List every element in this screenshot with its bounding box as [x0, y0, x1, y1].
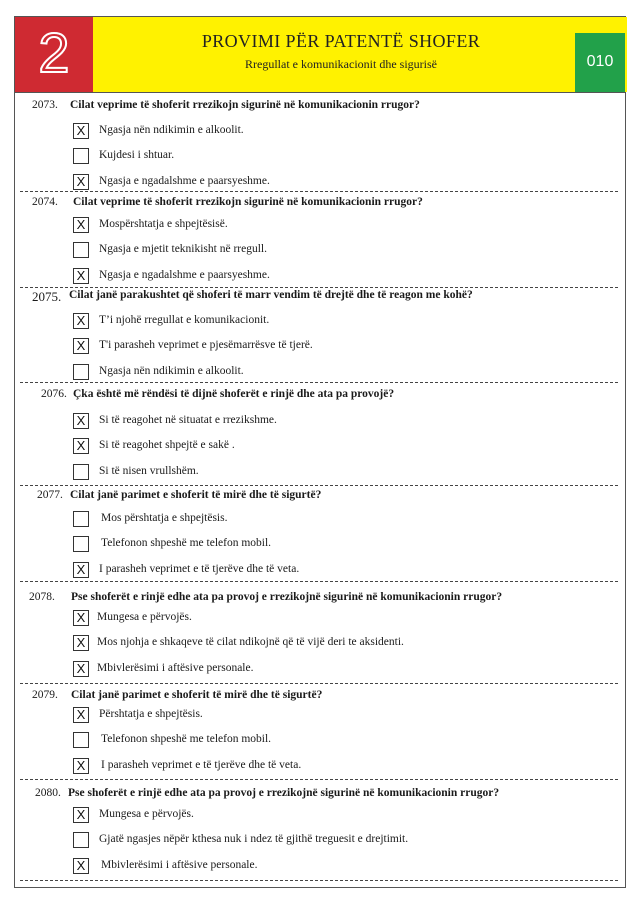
- answer-checkbox[interactable]: X: [73, 438, 89, 454]
- answer-text: Ngasja e ngadalshme e paarsyeshme.: [99, 269, 270, 281]
- question-text: Cilat janë parimet e shoferit të mirë dhe të sigurtë?: [71, 689, 323, 701]
- answer-text: Mos përshtatja e shpejtësis.: [101, 512, 228, 524]
- answer-option[interactable]: [73, 148, 613, 166]
- answer-text: I parasheh veprimet e të tjerëve dhe të veta.: [99, 563, 300, 575]
- title-band: [93, 17, 627, 92]
- category-box: [15, 17, 93, 92]
- question-header: [15, 689, 625, 707]
- page-subtitle: Rregullat e komunikacionit dhe sigurisë: [245, 57, 437, 71]
- answer-text: Mospërshtatja e shpejtësisë.: [99, 218, 228, 230]
- question-number: 2079.: [32, 689, 58, 701]
- question-header: [15, 196, 625, 214]
- answer-checkbox[interactable]: [73, 732, 89, 748]
- answer-checkbox[interactable]: X: [73, 610, 89, 626]
- answer-checkbox[interactable]: [73, 832, 89, 848]
- question-number: 2080.: [35, 787, 61, 799]
- answer-text: Si të nisen vrullshëm.: [99, 465, 199, 477]
- answer-option[interactable]: [73, 661, 613, 679]
- answer-checkbox[interactable]: [73, 464, 89, 480]
- answer-text: Kujdesi i shtuar.: [99, 149, 175, 161]
- answer-checkbox[interactable]: X: [73, 758, 89, 774]
- question-header: [15, 99, 625, 117]
- answer-option[interactable]: [73, 732, 613, 750]
- answer-checkbox[interactable]: X: [73, 562, 89, 578]
- question-header: [15, 489, 625, 507]
- answer-option[interactable]: [73, 242, 613, 260]
- answer-text: Ngasja nën ndikimin e alkoolit.: [99, 365, 244, 377]
- answer-option[interactable]: [73, 758, 613, 776]
- question-number: 2077.: [37, 489, 63, 501]
- answer-option[interactable]: [73, 858, 613, 876]
- answer-text: Përshtatja e shpejtësis.: [99, 708, 203, 720]
- answer-text: Si të reagohet në situatat e rrezikshme.: [99, 414, 277, 426]
- answer-text: Ngasja e ngadalshme e paarsyeshme.: [99, 175, 270, 187]
- answer-option[interactable]: [73, 511, 613, 529]
- answer-text: Ngasja e mjetit teknikisht në rregull.: [99, 243, 267, 255]
- page-code-box: [575, 33, 625, 92]
- answer-checkbox[interactable]: X: [73, 313, 89, 329]
- question-text: Pse shoferët e rinjë edhe ata pa provoj e rrezikojnë sigurinë në komunikacionin rrugor?: [68, 787, 500, 799]
- page-header: [15, 17, 625, 93]
- question-text: Cilat veprime të shoferit rrezikojn sigurinë në komunikacionin rrugor?: [73, 196, 423, 208]
- answer-text: T’i njohë rregullat e komunikacionit.: [99, 314, 270, 326]
- answer-checkbox[interactable]: [73, 536, 89, 552]
- answer-text: Mungesa e përvojës.: [97, 611, 192, 623]
- category-number: 2: [38, 21, 70, 84]
- page-title: PROVIMI PËR PATENTË SHOFER: [201, 31, 481, 51]
- answer-text: Mbivlerësimi i aftësive personale.: [97, 662, 254, 674]
- answer-text: Mungesa e përvojës.: [99, 808, 194, 820]
- question-header: [15, 787, 625, 805]
- answer-option[interactable]: [73, 635, 613, 653]
- answer-text: Telefonon shpeshë me telefon mobil.: [101, 537, 272, 549]
- answer-checkbox[interactable]: X: [73, 413, 89, 429]
- answer-checkbox[interactable]: X: [73, 174, 89, 190]
- answer-checkbox[interactable]: X: [73, 707, 89, 723]
- answer-text: Mbivlerësimi i aftësive personale.: [101, 859, 258, 871]
- answer-text: I parasheh veprimet e të tjerëve dhe të veta.: [101, 759, 302, 771]
- answer-text: Si të reagohet shpejtë e sakë .: [99, 439, 235, 451]
- section-divider: [20, 287, 618, 288]
- answer-checkbox[interactable]: X: [73, 858, 89, 874]
- answer-checkbox[interactable]: X: [73, 807, 89, 823]
- answer-option[interactable]: [73, 364, 613, 382]
- answer-checkbox[interactable]: X: [73, 123, 89, 139]
- answer-option[interactable]: [73, 562, 613, 580]
- answer-option[interactable]: [73, 438, 613, 456]
- answer-checkbox[interactable]: [73, 511, 89, 527]
- section-divider: [20, 382, 618, 383]
- answer-option[interactable]: [73, 536, 613, 554]
- answer-option[interactable]: [73, 413, 613, 431]
- question-header: [15, 388, 625, 406]
- question-number: 2076.: [41, 388, 67, 400]
- answer-option[interactable]: [73, 807, 613, 825]
- answer-checkbox[interactable]: X: [73, 661, 89, 677]
- page-code: 010: [586, 53, 614, 70]
- answer-option[interactable]: [73, 217, 613, 235]
- question-text: Cilat janë parakushtet që shoferi të marr vendim të drejtë dhe të reagon me kohë?: [69, 289, 473, 301]
- answer-option[interactable]: [73, 123, 613, 141]
- section-divider: [20, 779, 618, 780]
- answer-checkbox[interactable]: X: [73, 217, 89, 233]
- answer-option[interactable]: [73, 610, 613, 628]
- section-divider: [20, 581, 618, 582]
- answer-checkbox[interactable]: X: [73, 338, 89, 354]
- question-number: 2074.: [32, 196, 58, 208]
- question-text: Pse shoferët e rinjë edhe ata pa provoj e rrezikojnë sigurinë në komunikacionin rrugor?: [71, 591, 503, 603]
- answer-checkbox[interactable]: [73, 148, 89, 164]
- question-header: [15, 591, 625, 609]
- section-divider: [20, 880, 618, 881]
- question-number: 2073.: [32, 99, 58, 111]
- answer-text: Ngasja nën ndikimin e alkoolit.: [99, 124, 244, 136]
- answer-text: Mos njohja e shkaqeve të cilat ndikojnë që të vijë deri te aksidenti.: [97, 636, 404, 648]
- answer-checkbox[interactable]: X: [73, 635, 89, 651]
- answer-text: T'i parasheh veprimet e pjesëmarrësve të tjerë.: [99, 339, 313, 351]
- answer-option[interactable]: [73, 707, 613, 725]
- answer-option[interactable]: [73, 313, 613, 331]
- section-divider: [20, 683, 618, 684]
- answer-text: Telefonon shpeshë me telefon mobil.: [101, 733, 272, 745]
- question-text: Çka është më rëndësi të dijnë shoferët e rinjë dhe ata pa provojë?: [73, 388, 395, 400]
- question-text: Cilat janë parimet e shoferit të mirë dhe të sigurtë?: [70, 489, 322, 501]
- answer-checkbox[interactable]: X: [73, 268, 89, 284]
- answer-option[interactable]: [73, 174, 613, 192]
- question-header: [15, 289, 625, 307]
- answer-option[interactable]: [73, 268, 613, 286]
- answer-checkbox[interactable]: [73, 364, 89, 380]
- answer-option[interactable]: [73, 338, 613, 356]
- answer-text: Gjatë ngasjes nëpër kthesa nuk i ndez të gjithë treguesit e drejtimit.: [99, 833, 409, 845]
- answer-option[interactable]: [73, 832, 613, 850]
- answer-checkbox[interactable]: [73, 242, 89, 258]
- answer-option[interactable]: [73, 464, 613, 482]
- section-divider: [20, 485, 618, 486]
- question-number: 2078.: [29, 591, 55, 603]
- section-divider: [20, 191, 618, 192]
- question-text: Cilat veprime të shoferit rrezikojn sigurinë në komunikacionin rrugor?: [70, 99, 420, 111]
- question-number: 2075.: [32, 289, 62, 304]
